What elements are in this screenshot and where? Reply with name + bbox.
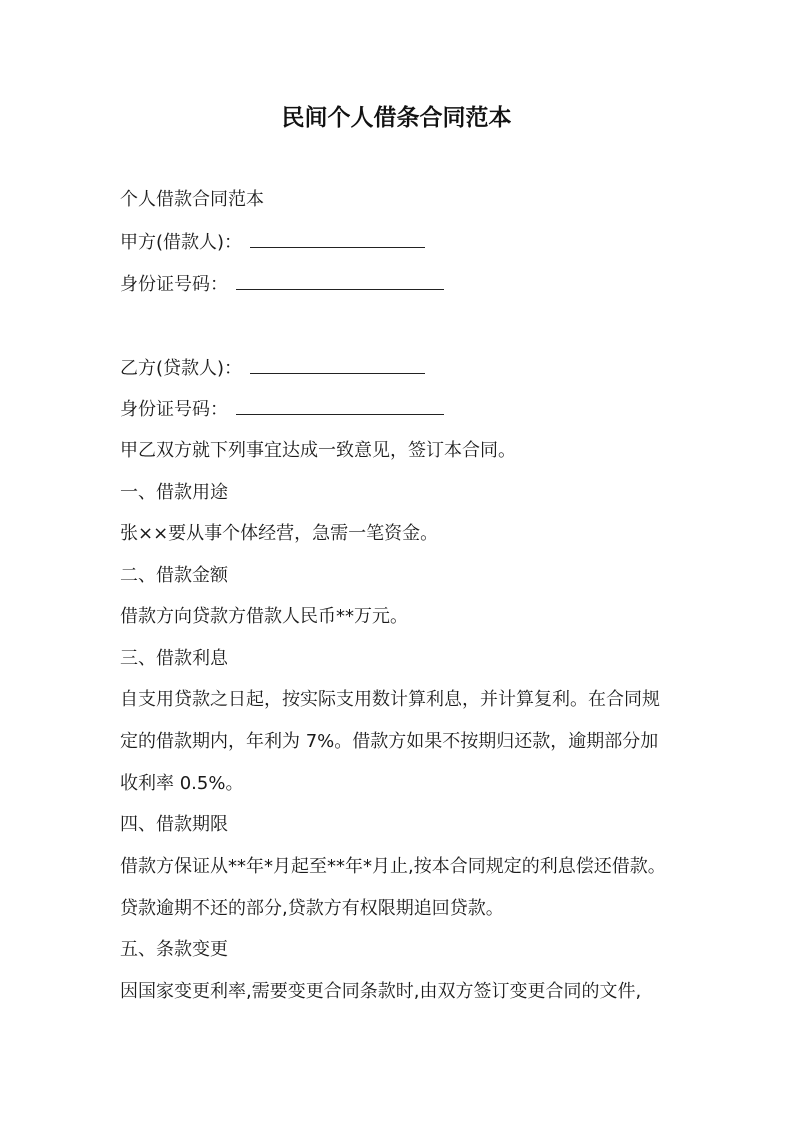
party-b-row xyxy=(120,355,680,382)
section3-heading: 三、借款利息 xyxy=(120,648,228,669)
party-a-id-row xyxy=(120,271,680,298)
contract-subtitle: 个人借款合同范本 xyxy=(120,189,264,210)
section4-line1: 借款方保证从**年*月起至**年*月止,按本合同规定的利息偿还借款。 xyxy=(120,856,666,877)
section2-text: 借款方向贷款方借款人民币**万元。 xyxy=(120,606,408,627)
section3-line3: 收利率 0.5%。 xyxy=(120,773,244,794)
party-a-row xyxy=(120,229,680,256)
document-title: 民间个人借条合同范本 xyxy=(281,105,512,131)
section4-line2: 贷款逾期不还的部分,贷款方有权限期追回贷款。 xyxy=(120,898,504,919)
agreement-intro: 甲乙双方就下列事宜达成一致意见，签订本合同。 xyxy=(120,440,516,461)
section3-line1: 自支用贷款之日起，按实际支用数计算利息，并计算复利。在合同规 xyxy=(120,689,660,710)
party-b-label: 乙方(贷款人)： xyxy=(120,358,243,379)
section4-heading: 四、借款期限 xyxy=(120,814,228,835)
party-b-id-label: 身份证号码： xyxy=(120,399,228,420)
party-b-blank-line xyxy=(250,355,425,374)
party-a-id-label: 身份证号码： xyxy=(120,274,228,295)
party-a-blank-line xyxy=(250,229,425,248)
section3-line2: 定的借款期内，年利为 7%。借款方如果不按期归还款，逾期部分加 xyxy=(120,731,659,752)
section5-heading: 五、条款变更 xyxy=(120,939,228,960)
party-a-id-blank-line xyxy=(236,271,444,290)
section2-heading: 二、借款金额 xyxy=(120,565,228,586)
party-b-id-row xyxy=(120,396,680,423)
party-b-id-blank-line xyxy=(236,396,444,415)
party-a-label: 甲方(借款人)： xyxy=(120,232,243,253)
section5-line1: 因国家变更利率,需要变更合同条款时,由双方签订变更合同的文件, xyxy=(120,981,642,1002)
section1-text: 张××要从事个体经营，急需一笔资金。 xyxy=(120,523,439,544)
section1-heading: 一、借款用途 xyxy=(120,482,228,503)
